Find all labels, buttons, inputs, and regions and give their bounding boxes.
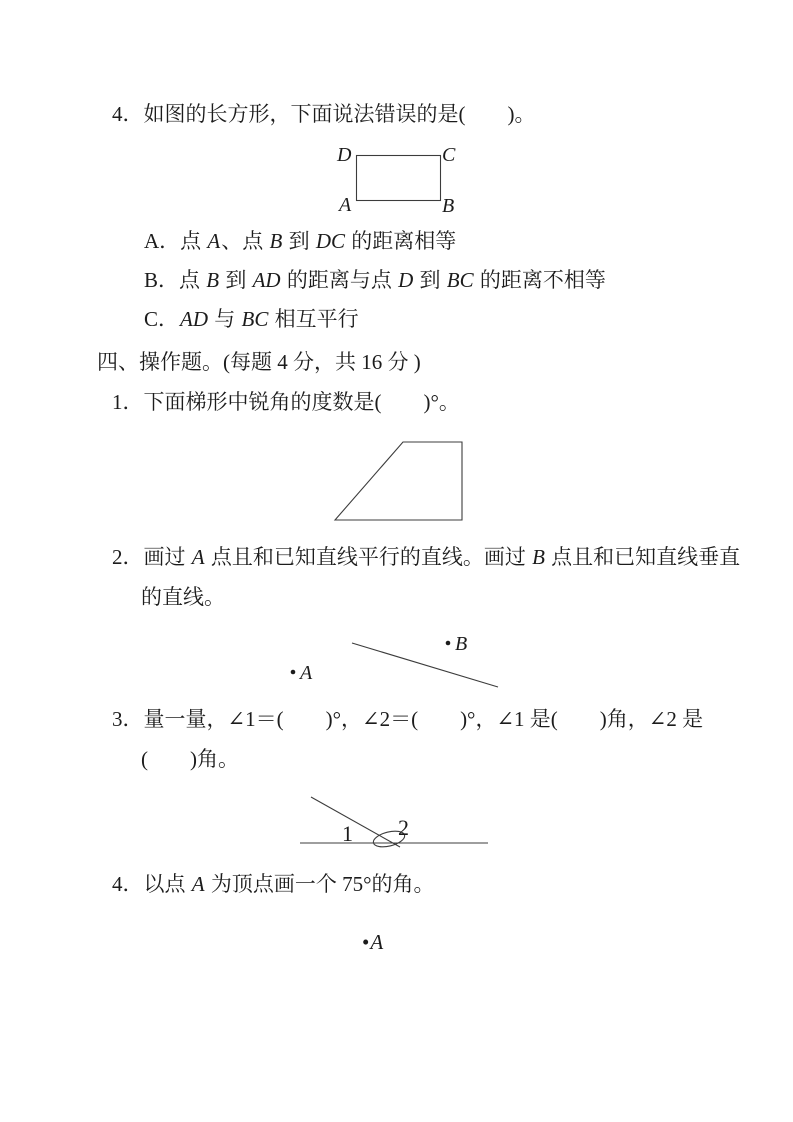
trapezoid-figure [320, 430, 480, 530]
rect-label-c: C [442, 144, 456, 166]
angles-figure [290, 788, 500, 850]
point-b-dot [446, 641, 451, 646]
op-question-1-stem: 1．下面梯形中锐角的度数是( )°。 [112, 390, 460, 414]
rect-label-a: A [339, 194, 352, 216]
point-a-label: A [300, 662, 313, 684]
vertex-point-a: •A [362, 930, 384, 954]
trapezoid-shape [335, 442, 462, 520]
rect-label-d: D [337, 144, 352, 166]
op-question-3-line2: ( )角。 [141, 747, 239, 771]
mc-question-4-stem: 4．如图的长方形，下面说法错误的是( )。 [112, 102, 536, 126]
mc-option-c: C．AD 与 BC 相互平行 [144, 307, 359, 331]
point-b-label: B [455, 633, 468, 655]
point-a-dot [291, 670, 296, 675]
angle-1-label: 1 [342, 821, 353, 846]
parallel-perpendicular-figure [270, 625, 520, 700]
op-question-4-stem: 4．以点 A 为顶点画一个 75°的角。 [112, 872, 435, 896]
section-title: 四、操作题。(每题 4 分，共 16 分 ) [97, 350, 421, 374]
slanted-ray [311, 797, 400, 847]
mc-option-a: A．点 A、点 B 到 DC 的距离相等 [144, 229, 457, 253]
given-line [352, 643, 498, 687]
rectangle-figure [330, 140, 470, 220]
mc-option-b: B．点 B 到 AD 的距离与点 D 到 BC 的距离不相等 [144, 268, 606, 292]
rect-label-b: B [442, 195, 455, 217]
angle-2-label: 2 [398, 815, 409, 840]
op-question-3-line1: 3．量一量，∠1＝( )°，∠2＝( )°，∠1 是( )角，∠2 是 [112, 707, 704, 731]
op-question-2-line2: 的直线。 [141, 585, 225, 609]
rectangle-shape [357, 156, 441, 201]
op-question-2-line1: 2．画过 A 点且和已知直线平行的直线。画过 B 点且和已知直线垂直 [112, 545, 741, 569]
